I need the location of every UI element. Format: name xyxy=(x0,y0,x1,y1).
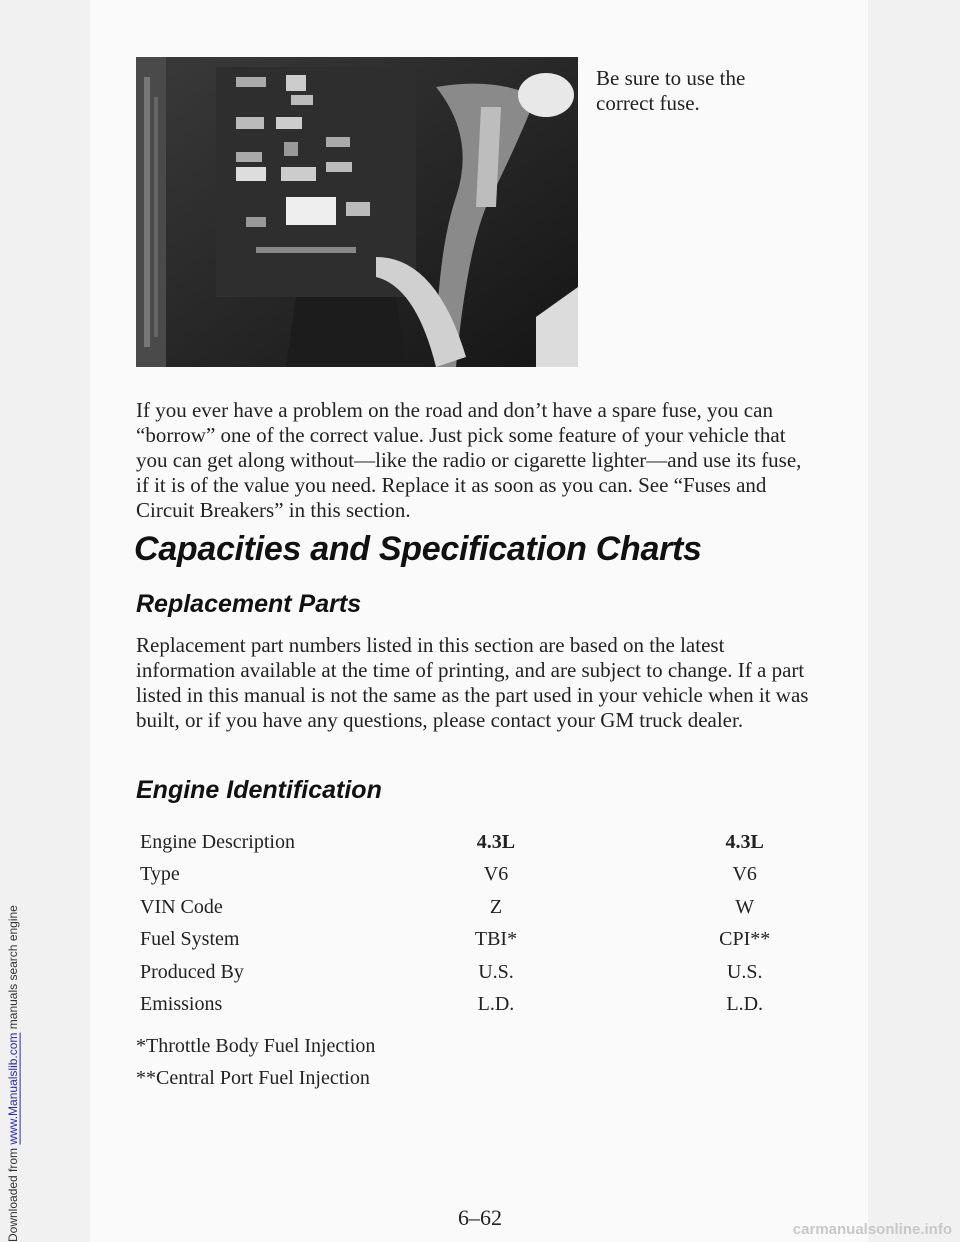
photo-caption: Be sure to use the correct fuse. xyxy=(596,66,746,115)
engine-2-value: V6 xyxy=(732,863,757,886)
table-row xyxy=(140,956,800,989)
watermark: carmanualsonline.info xyxy=(792,1221,952,1238)
footnote-cpi: **Central Port Fuel Injection xyxy=(136,1067,370,1089)
download-suffix: manuals search engine xyxy=(6,905,20,1033)
engine-2-value: 4.3L xyxy=(725,830,764,853)
engine-2-value: L.D. xyxy=(726,993,764,1016)
fuse-block-photo xyxy=(136,57,578,367)
fuse-block-photo-icon xyxy=(136,57,578,367)
engine-1-value: 4.3L xyxy=(476,830,516,853)
borrow-fuse-paragraph: If you ever have a problem on the road and don’t have a spare fuse, you can “borrow” one of the correct value. Just pick some feature of your vehicle that you can get along without—like the radio or cigarette lighter—and use its fuse, if it is of the value you need. Replace it as soon as you can. See “Fuses and Circuit Breakers” in this section. xyxy=(136,398,802,522)
engine-identification-table xyxy=(140,826,800,1021)
section-title: Capacities and Specification Charts xyxy=(134,530,702,568)
download-notice xyxy=(6,0,26,1242)
row-label: Type xyxy=(140,863,180,886)
table-row xyxy=(140,924,800,957)
engine-1-value: TBI* xyxy=(474,928,518,951)
engine-1-value: U.S. xyxy=(478,960,514,983)
table-row xyxy=(140,859,800,892)
row-label: Produced By xyxy=(140,960,244,983)
engine-1-value: Z xyxy=(489,895,503,918)
page-number: 6–62 xyxy=(458,1205,502,1230)
engine-1-value: V6 xyxy=(483,863,509,886)
download-prefix: Downloaded from xyxy=(6,1144,20,1242)
replacement-parts-paragraph: Replacement part numbers listed in this section are based on the latest information available at the time of printing, and are subject to change. If a part listed in this manual is not the same as the part used in your vehicle when it was built, or if you have any questions, please contact your GM truck dealer. xyxy=(136,633,809,732)
table-row xyxy=(140,891,800,924)
table-row xyxy=(140,989,800,1022)
engine-2-value: U.S. xyxy=(726,960,763,983)
engine-identification-heading: Engine Identification xyxy=(136,776,382,804)
table-row xyxy=(140,826,800,859)
row-label: Engine Description xyxy=(140,830,295,853)
engine-2-value: W xyxy=(735,895,755,918)
manualslib-link[interactable]: www.Manualslib.com xyxy=(6,1032,20,1145)
engine-2-value: CPI** xyxy=(719,928,771,951)
replacement-parts-heading: Replacement Parts xyxy=(136,590,362,618)
row-label: VIN Code xyxy=(140,895,223,918)
footnote-tbi: *Throttle Body Fuel Injection xyxy=(136,1035,376,1057)
row-label: Emissions xyxy=(140,993,223,1016)
engine-1-value: L.D. xyxy=(477,993,515,1016)
row-label: Fuel System xyxy=(140,928,240,951)
